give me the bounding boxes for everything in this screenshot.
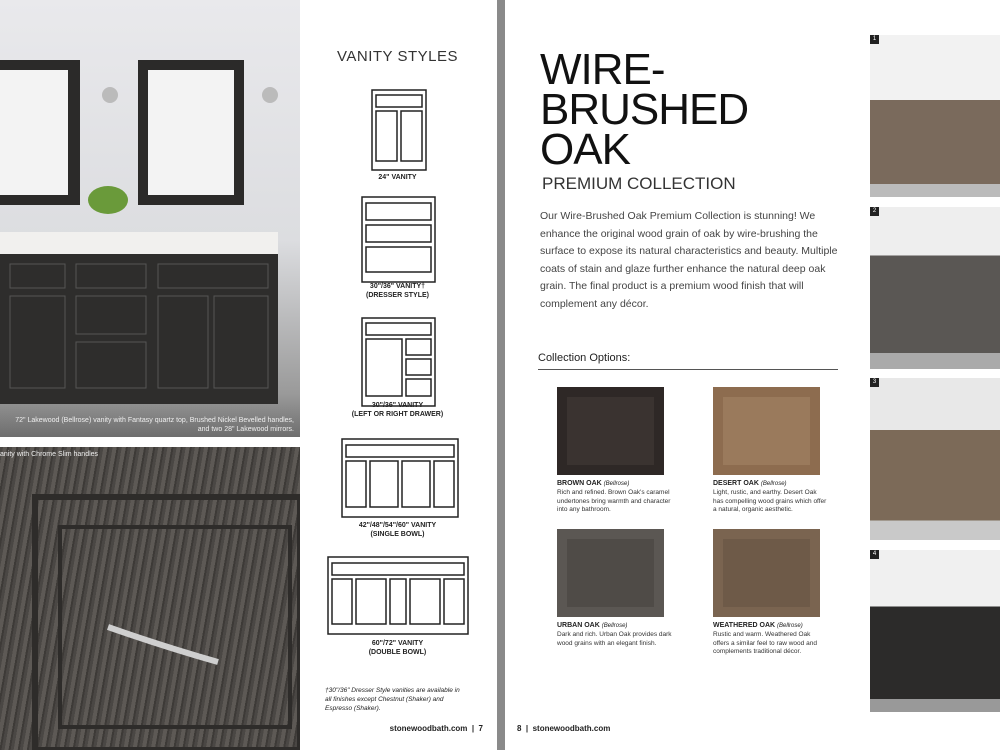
thumbnail-number: 4 — [870, 550, 879, 559]
thumbnail-number: 1 — [870, 35, 879, 44]
thumbnail-1 — [870, 35, 1000, 197]
drawer-closeup — [0, 447, 300, 750]
left-page — [0, 0, 497, 750]
swatch-name: DESERT OAK (Bellrose) — [713, 480, 787, 487]
swatch-desc: Light, rustic, and earthy. Desert Oak has compelling wood grains which offer a natural, organic aesthetic. — [713, 489, 827, 513]
divider — [538, 369, 838, 370]
vanity-sublabel: (DOUBLE BOWL) — [368, 649, 427, 656]
vanity-label: 24" VANITY — [378, 174, 417, 181]
right-page — [505, 0, 1000, 750]
swatch-image — [557, 529, 664, 617]
vanity-style-single — [310, 521, 485, 539]
vanity-styles-title: VANITY STYLES — [337, 48, 458, 65]
swatch-desc: Rich and refined. Brown Oak's caramel undertones bring warmth and character into any bathroom. — [557, 489, 671, 513]
vanity-style-double — [310, 639, 485, 657]
swatch-name: WEATHERED OAK (Bellrose) — [713, 622, 803, 629]
vanity-label: 30"/36" VANITY — [371, 402, 424, 409]
vanity-sublabel: (DRESSER STYLE) — [365, 292, 429, 299]
swatch-image — [557, 387, 664, 475]
vanity-label: 60"/72" VANITY — [371, 640, 424, 647]
swatch-name: URBAN OAK (Bellrose) — [557, 622, 628, 629]
double-vanity-photo — [0, 0, 300, 437]
vanity-style-dresser — [310, 282, 485, 300]
intro-paragraph: Our Wire-Brushed Oak Premium Collection is stunning! We enhance the original wood grain of oak by wire-brushing the surface to expose its natural characteristics and beauty. Multiple coats of stain and glaze further enhance the natural deep oak grain. The final product is a premium wood finish that will complement any décor. — [540, 210, 838, 310]
vanity-label: 30"/36" VANITY† — [369, 283, 426, 290]
photo-caption: anity with Chrome Slim handles — [0, 451, 99, 458]
swatch-brown-oak — [557, 387, 672, 515]
vanity-style-24 — [310, 173, 485, 182]
options-heading: Collection Options: — [538, 352, 631, 364]
page-footer: stonewoodbath.com | 7 — [389, 724, 483, 733]
photo-caption: 72" Lakewood (Bellrose) vanity with Fantasy quartz top, Brushed Nickel Bevelled handles, and two 28" Lakewood mirrors. — [15, 417, 294, 433]
collection-subtitle: PREMIUM COLLECTION — [542, 174, 736, 193]
thumbnail-number: 3 — [870, 378, 879, 387]
thumbnail-4 — [870, 550, 1000, 712]
swatch-desc: Dark and rich. Urban Oak provides dark wood grains with an elegant finish. — [557, 631, 672, 647]
swatch-weathered-oak — [713, 529, 828, 657]
thumbnail-number: 2 — [870, 207, 879, 216]
collection-title — [540, 45, 749, 174]
vanity-illustration — [0, 0, 300, 437]
title-line: WIRE- — [540, 45, 665, 94]
vanity-label: 42"/48"/54"/60" VANITY — [358, 522, 437, 529]
title-line: BRUSHED — [540, 85, 749, 134]
swatch-desc: Rustic and warm. Weathered Oak offers a similar feel to raw wood and complements traditional décor. — [713, 631, 817, 655]
vanity-closeup-photo — [0, 447, 300, 750]
vanity-sublabel: (SINGLE BOWL) — [370, 531, 425, 538]
page-footer: 8 | stonewoodbath.com — [517, 724, 611, 733]
swatch-image — [713, 387, 820, 475]
vanity-style-drawer — [310, 401, 485, 419]
thumbnail-2 — [870, 207, 1000, 369]
swatch-urban-oak — [557, 529, 672, 648]
title-line: OAK — [540, 125, 630, 174]
swatch-name: BROWN OAK (Bellrose) — [557, 480, 630, 487]
vanity-sublabel: (LEFT OR RIGHT DRAWER) — [351, 411, 444, 418]
vanity-style-diagrams — [310, 85, 485, 645]
thumbnail-3 — [870, 378, 1000, 540]
swatch-image — [713, 529, 820, 617]
footnote: †30"/36" Dresser Style vanities are available in all finishes except Chestnut (Shaker) and Espresso (Shaker). — [325, 687, 460, 712]
swatch-desert-oak — [713, 387, 828, 515]
